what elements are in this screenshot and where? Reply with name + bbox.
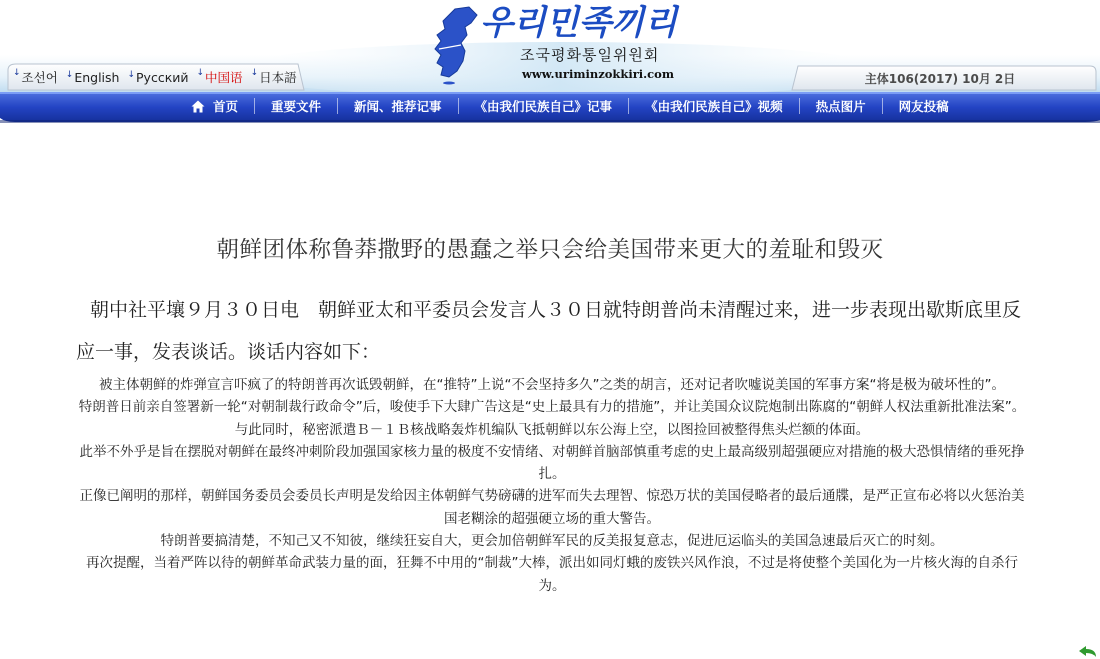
article-paragraph: 正像已阐明的那样，朝鲜国务委员会委员长声明是发给因主体朝鲜气势磅礴的进军而失去理智、惊恐万状的美国侵略者的最后通牒，是严正宣布必将以火惩治美国老糊涂的超强硬立场的重大警告。 bbox=[79, 488, 1025, 527]
main-nav bbox=[175, 93, 965, 119]
article-title: 朝鲜团体称鲁莽撒野的愚蠢之举只会给美国带来更大的羞耻和毁灭 bbox=[216, 237, 884, 263]
site-subtitle: 조국평화통일위원회 bbox=[520, 46, 660, 64]
article-paragraph: 特朗普日前亲自签署新一轮“对朝制裁行政命令”后，唆使手下大肆广告这是“史上最具有力的措施”，并让美国众议院炮制出陈腐的“朝鲜人权法重新批准法案”。与此同时，秘密派遣Ｂ－１Ｂ核战略轰炸机编队飞抵朝鲜以东公海上空，以图捡回被整得焦头烂额的体面。 bbox=[78, 399, 1026, 438]
lang-japanese[interactable]: ↓日本語 bbox=[250, 68, 297, 85]
nav-home[interactable] bbox=[175, 93, 254, 119]
site-url: www.uriminzokkiri.com bbox=[522, 67, 675, 81]
nav-articles[interactable]: 《由我们民族自己》记事 bbox=[474, 99, 613, 114]
date-day: 2日 bbox=[994, 71, 1016, 86]
lang-korean[interactable]: ↓조선어 bbox=[13, 68, 58, 85]
nav-user-posts[interactable]: 网友投稿 bbox=[898, 99, 949, 114]
site-logo bbox=[480, 2, 710, 42]
korea-map-icon bbox=[425, 5, 485, 85]
lang-chinese[interactable]: ↓中国语 bbox=[196, 68, 243, 85]
lang-english[interactable]: ↓English bbox=[65, 69, 120, 85]
nav-photos[interactable]: 热点图片 bbox=[815, 99, 866, 114]
language-switcher bbox=[13, 66, 300, 88]
date-era: 主体106(2017) bbox=[864, 71, 959, 86]
lang-russian[interactable]: ↓Русский bbox=[127, 69, 189, 85]
nav-news[interactable]: 新闻、推荐记事 bbox=[354, 99, 442, 114]
home-icon bbox=[191, 100, 205, 113]
site-header bbox=[0, 0, 1100, 125]
nav-videos[interactable]: 《由我们民族自己》视频 bbox=[645, 99, 783, 114]
article-paragraph: 再次提醒，当着严阵以待的朝鲜革命武装力量的面，狂舞不中用的“制裁”大棒，派出如同灯蛾的废铁兴风作浪，不过是将使整个美国化为一片核火海的自杀行为。 bbox=[86, 555, 1018, 594]
date-month: 10月 bbox=[962, 71, 991, 86]
date-display bbox=[790, 66, 1090, 90]
article-lead: 朝中社平壤９月３０日电 朝鲜亚太和平委员会发言人３０日就特朗普尚未清醒过来，进一步表现出歇斯底里反应一事，发表谈话。谈话内容如下： bbox=[76, 299, 1022, 363]
brand-logo-text: 우리민족끼리 bbox=[480, 3, 678, 42]
article-paragraph: 特朗普要搞清楚，不知己又不知彼，继续狂妄自大，更会加倍朝鲜军民的反美报复意志，促进厄运临头的美国急速最后灭亡的时刻。 bbox=[160, 533, 944, 550]
nav-home-label: 首页 bbox=[213, 99, 239, 114]
article-paragraph: 此举不外乎是旨在摆脱对朝鲜在最终冲刺阶段加强国家核力量的极度不安情绪、对朝鲜首脑部慎重考虑的史上最高级别超强硬应对措施的极大恐惧情绪的垂死挣扎。 bbox=[79, 443, 1025, 483]
nav-important-documents[interactable]: 重要文件 bbox=[271, 99, 322, 114]
back-arrow-icon[interactable] bbox=[1078, 645, 1098, 658]
article-paragraph: 被主体朝鲜的炸弹宣言吓疯了的特朗普再次诋毁朝鲜，在“推特”上说“不会坚持多久”之类的胡言，还对记者吹嘘说美国的军事方案“将是极为破坏性的”。 bbox=[99, 377, 1005, 393]
article-body bbox=[77, 374, 1027, 597]
